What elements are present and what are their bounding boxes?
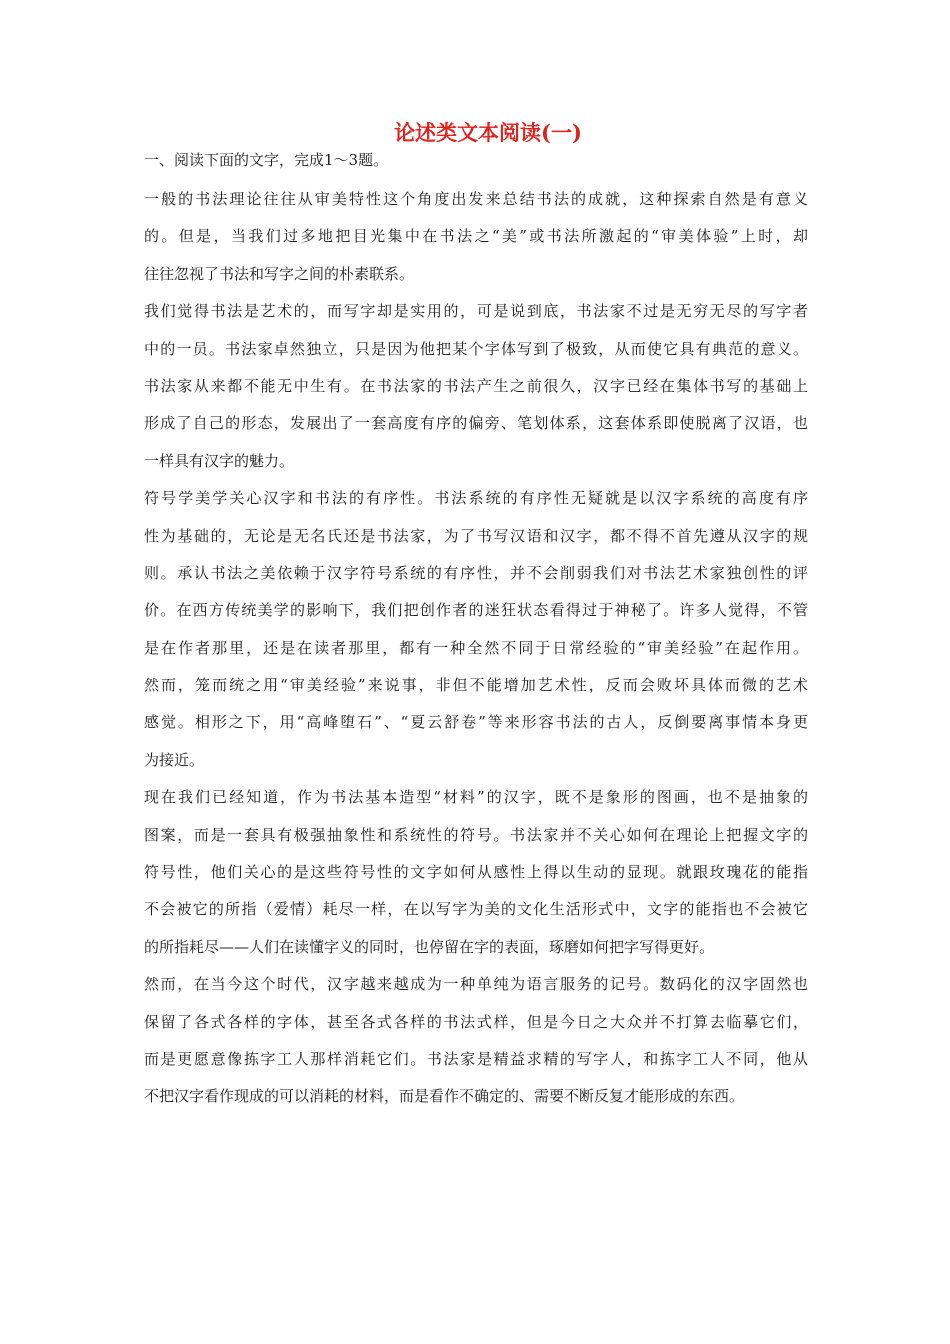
document-title: 论述类文本阅读(一) — [394, 120, 582, 145]
paragraph-line: 一样具有汉字的魅力。 — [144, 451, 295, 470]
paragraph-line: 则。承认书法之美依赖于汉字符号系统的有序性，并不会削弱我们对书法艺术家独创性的评 — [144, 563, 808, 582]
paragraph-line: 我们觉得书法是艺术的，而写字却是实用的，可是说到底，书法家不过是无穷无尽的写字者 — [144, 302, 808, 321]
reading-passage — [144, 184, 808, 1111]
paragraph-line: 的。但是，当我们过多地把目光集中在书法之“美”或书法所激起的“审美体验”上时，却 — [144, 227, 808, 246]
passage-paragraph — [144, 969, 808, 1111]
passage-paragraph — [144, 296, 808, 476]
passage-paragraph — [144, 184, 808, 289]
paragraph-line: 是在作者那里，还是在读者那里，都有一种全然不同于日常经验的“审美经验”在起作用。 — [144, 638, 808, 657]
paragraph-line: 而是更愿意像拣字工人那样消耗它们。书法家是精益求精的写字人，和拣字工人不同，他从 — [144, 1049, 808, 1068]
paragraph-line: 价。在西方传统美学的影响下，我们把创作者的迷狂状态看得过于神秘了。许多人觉得，不管 — [144, 601, 808, 620]
paragraph-line: 保留了各式各样的字体，甚至各式各样的书法式样，但是今日之大众并不打算去临摹它们， — [144, 1012, 808, 1031]
paragraph-line: 的所指耗尽——人们在读懂字义的同时，也停留在字的表面，琢磨如何把字写得更好。 — [144, 937, 715, 956]
paragraph-line: 不把汉字看作现成的可以消耗的材料，而是看作不确定的、需要不断反复才能形成的东西。 — [144, 1087, 745, 1106]
paragraph-line: 然而，笼而统之用“审美经验”来说事，非但不能增加艺术性，反而会败坏具体而微的艺术 — [144, 676, 808, 695]
paragraph-line: 中的一员。书法家卓然独立，只是因为他把某个字体写到了极致，从而使它具有典范的意义。 — [144, 339, 808, 358]
paragraph-line: 书法家从来都不能无中生有。在书法家的书法产生之前很久，汉字已经在集体书写的基础上 — [144, 376, 808, 395]
paragraph-line: 然而，在当今这个时代，汉字越来越成为一种单纯为语言服务的记号。数码化的汉字固然也 — [144, 975, 808, 994]
passage-paragraph — [144, 483, 808, 775]
paragraph-line: 现在我们已经知道，作为书法基本造型“材料”的汉字，既不是象形的图画，也不是抽象的 — [144, 788, 808, 807]
paragraph-line: 形成了自己的形态，发展出了一套高度有序的偏旁、笔划体系，这套体系即使脱离了汉语，也 — [144, 414, 808, 433]
passage-paragraph — [144, 782, 808, 962]
paragraph-line: 符号性，他们关心的是这些符号性的文字如何从感性上得以生动的显现。就跟玫瑰花的能指 — [144, 863, 808, 882]
paragraph-line: 图案，而是一套具有极强抽象性和系统性的符号。书法家并不关心如何在理论上把握文字的 — [144, 825, 808, 844]
paragraph-line: 往往忽视了书法和写字之间的朴素联系。 — [144, 264, 415, 283]
document-page — [144, 118, 808, 1119]
paragraph-line: 不会被它的所指（爱情）耗尽一样，在以写字为美的文化生活形式中，文字的能指也不会被它 — [144, 900, 808, 919]
paragraph-line: 性为基础的，无论是无名氏还是书法家，为了书写汉语和汉字，都不得不首先遵从汉字的规 — [144, 526, 808, 545]
reading-instruction: 一、阅读下面的文字，完成1～3题。 — [144, 151, 389, 169]
paragraph-line: 一般的书法理论往往从审美特性这个角度出发来总结书法的成就，这种探索自然是有意义 — [144, 190, 808, 208]
paragraph-line: 符号学美学关心汉字和书法的有序性。书法系统的有序性无疑就是以汉字系统的高度有序 — [144, 489, 808, 508]
paragraph-line: 感觉。相形之下，用“高峰堕石”、“夏云舒卷”等来形容书法的古人，反倒要离事情本身更 — [144, 713, 808, 732]
paragraph-line: 为接近。 — [144, 750, 205, 769]
